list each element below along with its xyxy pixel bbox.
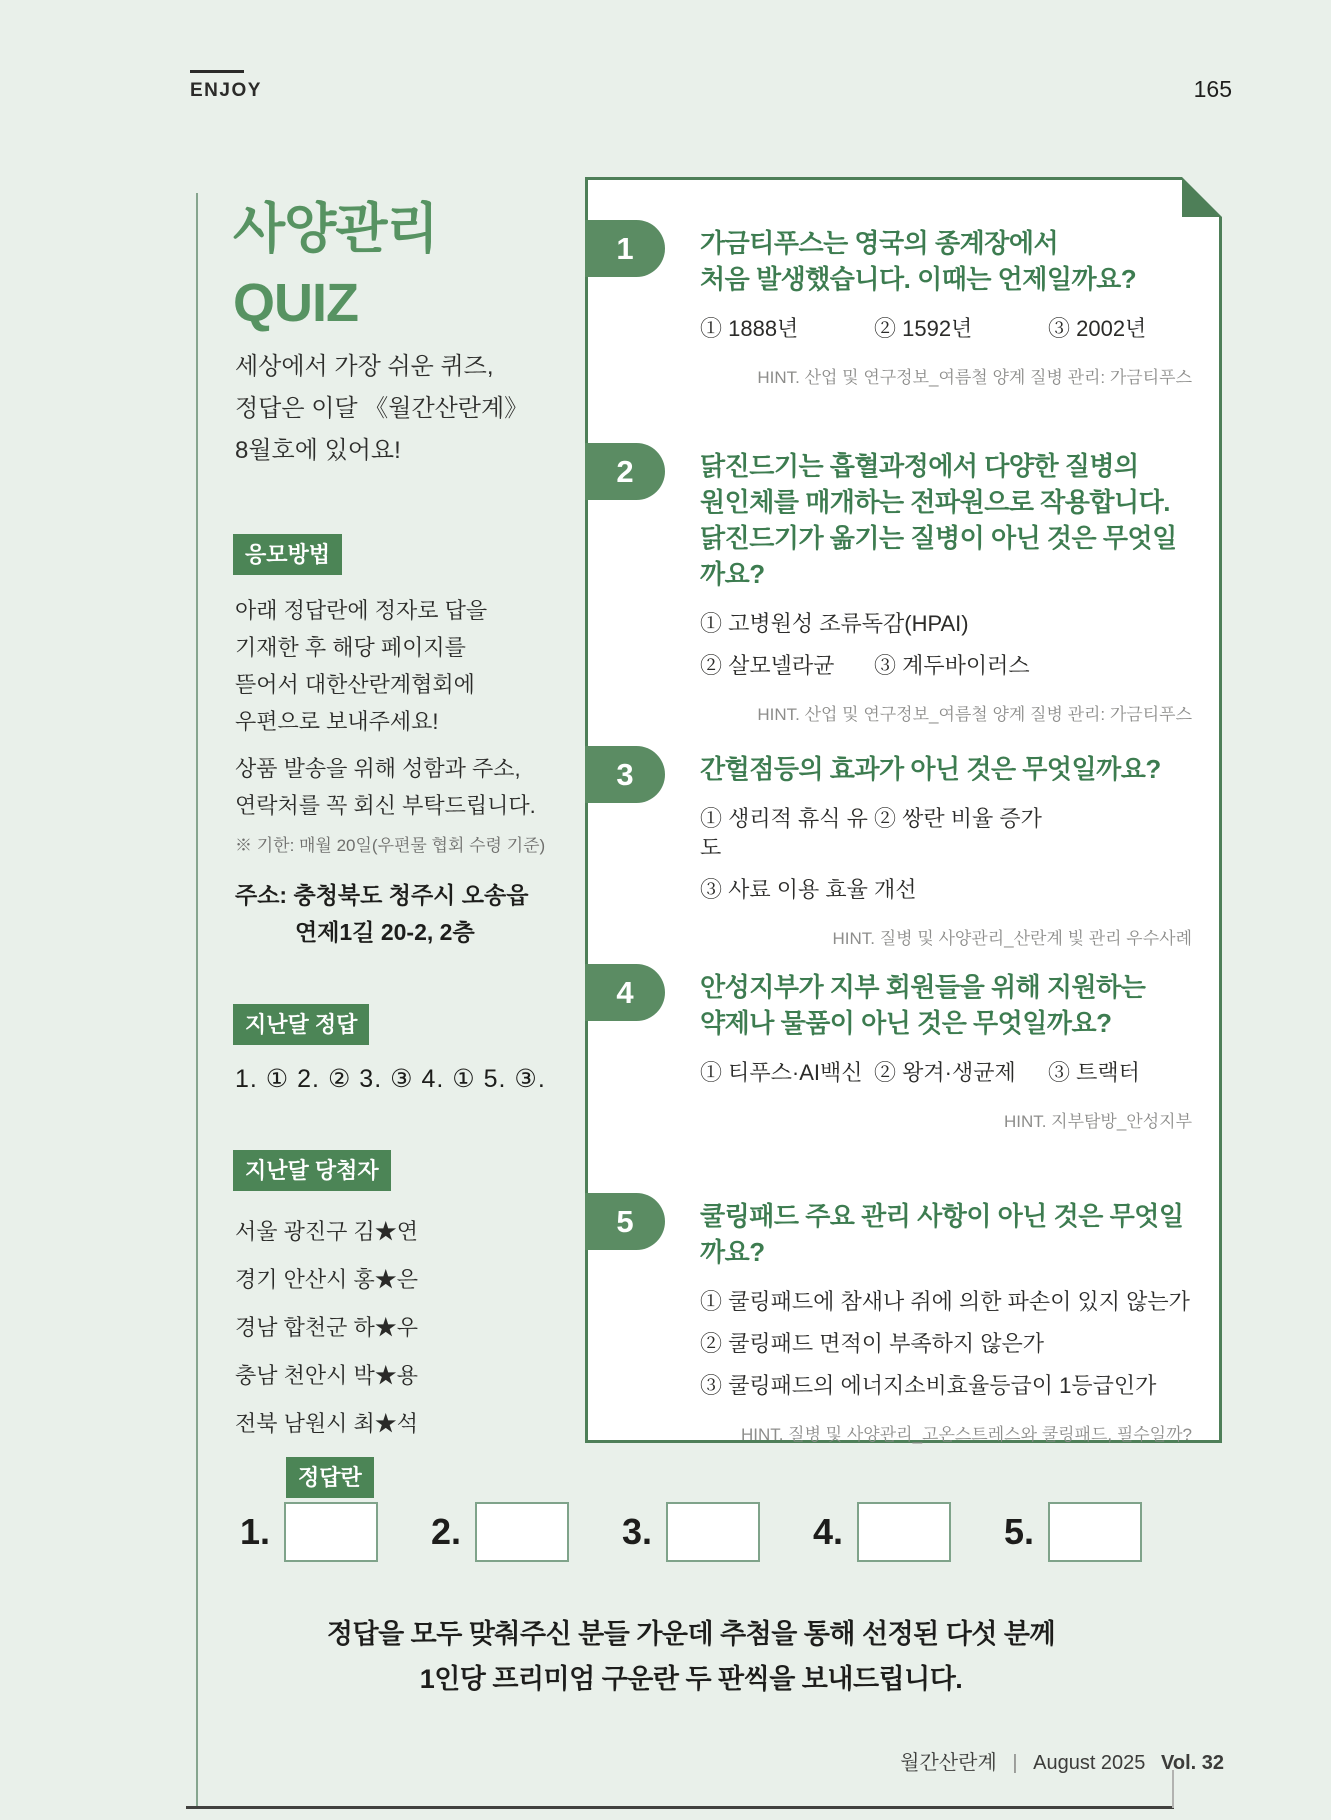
how-to-line: 뜯어서 대한산란계협회에 [235, 672, 475, 697]
winner-item: 서울 광진구 김★연 [235, 1219, 418, 1244]
how-to-line: 기재한 후 해당 페이지를 [235, 635, 466, 660]
question-block-4 [588, 969, 1219, 1132]
eyebrow-rule [190, 70, 244, 73]
footer-separator: | [1012, 1752, 1018, 1774]
answer-box-4[interactable] [857, 1502, 951, 1562]
question-text-line: 처음 발생했습니다. 이때는 언제일까요? [700, 264, 1137, 294]
question-text [700, 1198, 1192, 1270]
question-option: ② 1592년 [874, 316, 973, 341]
left-vertical-rule [196, 193, 198, 1807]
question-option: ③ 트랙터 [1048, 1060, 1140, 1085]
answer-slot-4 [813, 1502, 951, 1562]
how-to-line: 아래 정답란에 정자로 답을 [235, 598, 488, 623]
last-month-answers: 1. ① 2. ② 3. ③ 4. ① 5. ③. [235, 1065, 546, 1093]
question-block-2 [588, 448, 1219, 725]
answer-slot-3 [622, 1502, 760, 1562]
question-text-line: 쿨링패드 주요 관리 사항이 아닌 것은 무엇일까요? [700, 1201, 1184, 1267]
answer-slot-2 [431, 1502, 569, 1562]
question-hint: HINT. 질병 및 사양관리_고온스트레스와 쿨링패드, 필수일까? [740, 1425, 1192, 1444]
answer-box-2[interactable] [475, 1502, 569, 1562]
intro-line: 정답은 이달 《월간산란계》 [235, 395, 529, 422]
page-title-line1: 사양관리 [233, 199, 438, 259]
answer-slot-label: 5. [1003, 1511, 1034, 1552]
question-text [700, 751, 1192, 787]
mailing-address-line2: 연제1길 20-2, 2층 [295, 919, 475, 945]
prize-line1: 정답을 모두 맞춰주신 분들 가운데 추첨을 통해 선정된 다섯 분께 [326, 1619, 1056, 1649]
answer-box-5[interactable] [1048, 1502, 1142, 1562]
question-text-line: 가금티푸스는 영국의 종계장에서 [700, 228, 1059, 258]
question-text-line: 닭진드기가 옮기는 질병이 아닌 것은 무엇일까요? [700, 523, 1177, 589]
answer-slot-label: 3. [621, 1511, 652, 1552]
winner-item: 전북 남원시 최★석 [235, 1411, 418, 1436]
question-text [700, 969, 1192, 1041]
mailing-address [235, 877, 528, 951]
question-option: ① 생리적 휴식 유도 [700, 806, 868, 860]
winner-item: 경기 안산시 홍★은 [235, 1267, 418, 1292]
eyebrow: ENJOY [190, 80, 262, 101]
quiz-card [585, 177, 1222, 1443]
winner-item: 충남 천안시 박★용 [235, 1363, 418, 1388]
how-to-line: 상품 발송을 위해 성함과 주소, [235, 756, 521, 781]
answer-slot-label: 2. [430, 1511, 462, 1552]
question-option: ① 쿨링패드에 참새나 쥐에 의한 파손이 있지 않는가 [700, 1289, 1190, 1314]
footer-credit [900, 1746, 1224, 1775]
how-to-paragraph-1 [235, 592, 487, 740]
question-number-badge: 1 [585, 220, 665, 277]
question-text-line: 약제나 물품이 아닌 것은 무엇일까요? [700, 1008, 1112, 1038]
mailing-address-line1: 주소: 충청북도 청주시 오송읍 [235, 882, 529, 908]
question-options [700, 1287, 1192, 1400]
question-number-badge: 5 [585, 1193, 665, 1250]
answer-slot-1 [240, 1502, 378, 1562]
footer-issue: August 2025 [1033, 1752, 1146, 1774]
question-option: ③ 사료 이용 효율 개선 [700, 877, 917, 902]
question-option: ③ 계두바이러스 [874, 653, 1030, 678]
question-hint: HINT. 지부탐방_안성지부 [1003, 1112, 1192, 1131]
winners-list [235, 1208, 418, 1448]
bottom-page-rule [186, 1806, 1174, 1809]
how-to-paragraph-2 [235, 750, 536, 824]
footer-volume: Vol. 32 [1161, 1752, 1224, 1774]
question-option: ① 고병원성 조류독감(HPAI) [700, 611, 969, 636]
question-number-badge: 2 [585, 443, 665, 500]
bottom-page-tick [1172, 1770, 1174, 1808]
question-option: ① 티푸스·AI백신 [700, 1060, 863, 1085]
answer-slot-label: 1. [240, 1511, 271, 1552]
question-number-badge: 3 [585, 746, 665, 803]
prize-line2: 1인당 프리미엄 구운란 두 판씩을 보내드립니다. [419, 1664, 963, 1694]
page-number: 165 [1193, 76, 1232, 102]
intro-line: 세상에서 가장 쉬운 퀴즈, [235, 353, 494, 380]
question-text-line: 닭진드기는 흡혈과정에서 다양한 질병의 [700, 451, 1139, 481]
how-to-line: 우편으로 보내주세요! [235, 709, 439, 734]
question-option: ③ 2002년 [1048, 316, 1147, 341]
question-number-badge: 4 [585, 964, 665, 1021]
question-text-line: 안성지부가 지부 회원들을 위해 지원하는 [700, 972, 1146, 1002]
footer-magazine-name: 월간산란계 [900, 1752, 997, 1774]
last-month-winners-badge: 지난달 당첨자 [233, 1150, 391, 1191]
question-text-line: 원인체를 매개하는 전파원으로 작용합니다. [700, 487, 1170, 517]
question-block-3 [588, 751, 1219, 949]
question-option: ② 왕겨·생균제 [874, 1060, 1016, 1085]
answer-sheet-badge: 정답란 [286, 1457, 374, 1498]
question-hint: HINT. 질병 및 사양관리_산란계 빛 관리 우수사례 [832, 929, 1192, 948]
intro-line: 8월호에 있어요! [235, 437, 401, 464]
question-option: ① 1888년 [700, 316, 799, 341]
page-title [233, 192, 438, 340]
question-text [700, 225, 1192, 297]
question-option: ② 쿨링패드 면적이 부족하지 않은가 [700, 1331, 1044, 1356]
last-month-answers-badge: 지난달 정답 [233, 1004, 369, 1045]
deadline-note: ※ 기한: 매월 20일(우편물 협회 수령 기준) [235, 836, 546, 855]
how-to-line: 연락처를 꼭 회신 부탁드립니다. [235, 793, 536, 818]
question-text-line: 간헐점등의 효과가 아닌 것은 무엇일까요? [700, 754, 1161, 784]
answer-box-3[interactable] [666, 1502, 760, 1562]
winner-item: 경남 합천군 하★우 [235, 1315, 418, 1340]
question-options [700, 609, 1192, 680]
question-hint: HINT. 산업 및 연구정보_여름철 양계 질병 관리: 가금티푸스 [757, 705, 1192, 724]
intro-text [235, 346, 528, 472]
answer-slot-5 [1004, 1502, 1142, 1562]
answer-box-1[interactable] [284, 1502, 378, 1562]
question-options [700, 314, 1192, 343]
how-to-enter-badge: 응모방법 [233, 534, 342, 575]
question-hint: HINT. 산업 및 연구정보_여름철 양계 질병 관리: 가금티푸스 [757, 368, 1192, 387]
question-option: ③ 쿨링패드의 에너지소비효율등급이 1등급인가 [700, 1373, 1157, 1398]
question-block-1 [588, 225, 1219, 388]
question-options [700, 804, 1192, 904]
page-title-line2: QUIZ [233, 273, 358, 333]
question-option: ② 쌍란 비율 증가 [874, 806, 1042, 831]
answer-sheet-row [240, 1502, 1142, 1562]
question-options [700, 1058, 1192, 1087]
question-text [700, 448, 1192, 592]
folded-corner-icon [1182, 177, 1222, 217]
question-block-5 [588, 1198, 1219, 1445]
question-option: ② 살모넬라균 [700, 653, 835, 678]
answer-slot-label: 4. [812, 1511, 843, 1552]
prize-text [240, 1612, 1142, 1702]
